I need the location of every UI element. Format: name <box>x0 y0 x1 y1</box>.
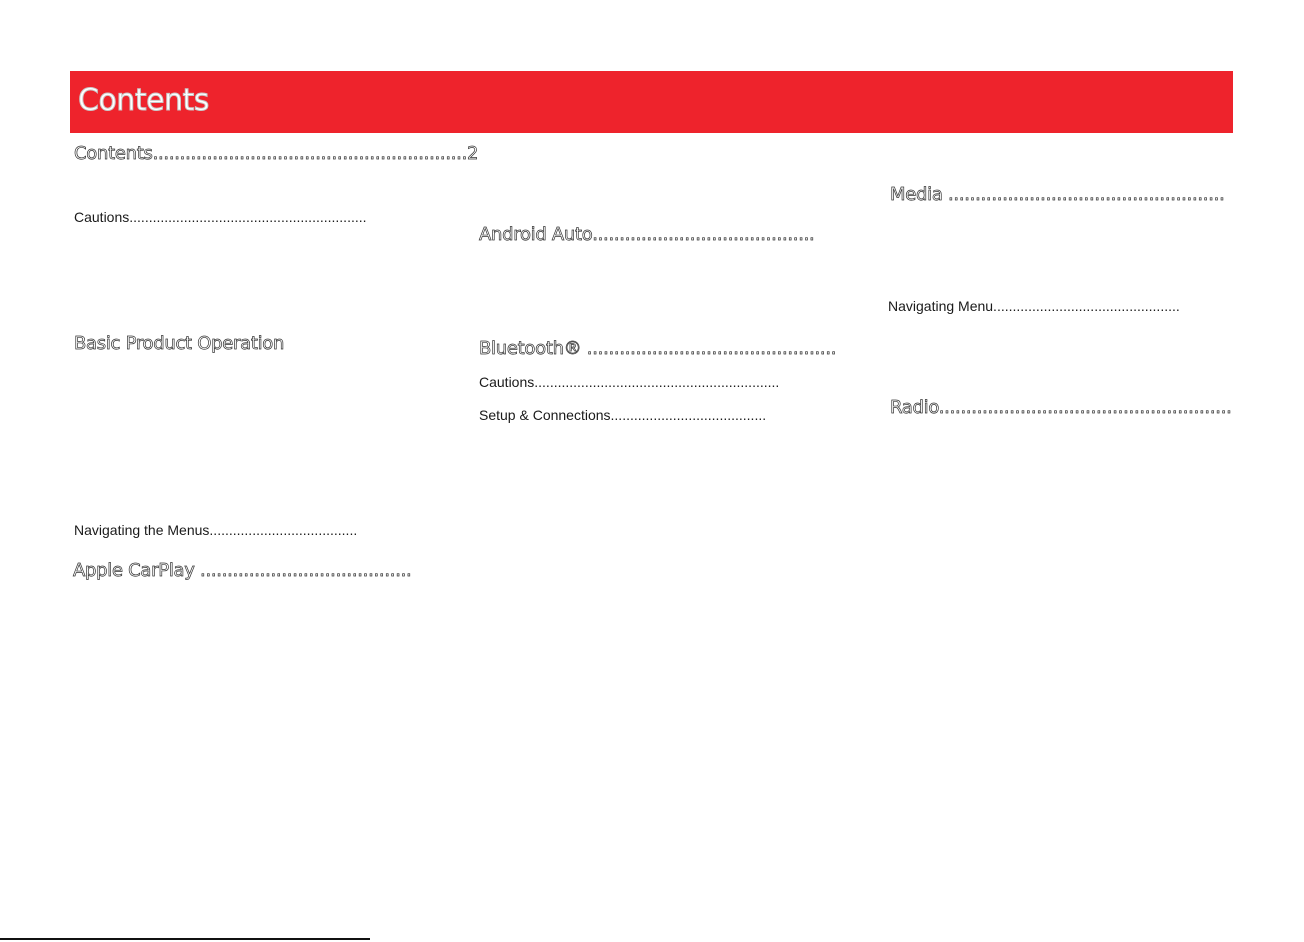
toc-entry-android-auto[interactable]: Android Auto......................................... <box>479 224 815 245</box>
toc-entry-media[interactable]: Media ................................................... <box>890 184 1225 205</box>
toc-entry-navigating-menu[interactable]: Navigating Menu................................................ <box>888 298 1180 314</box>
page-title: Contents <box>78 83 209 118</box>
bottom-rule <box>0 938 370 940</box>
toc-entry-navigating-the-menus[interactable]: Navigating the Menus...................................... <box>74 522 358 538</box>
toc-entry-contents[interactable]: Contents..........................................................2 <box>74 143 479 164</box>
toc-entry-basic-product-operation[interactable]: Basic Product Operation <box>74 333 285 354</box>
toc-entry-bluetooth[interactable]: Bluetooth® .............................................. <box>479 338 837 359</box>
toc-entry-cautions[interactable]: Cautions............................................................. <box>74 209 367 225</box>
contents-header-bar <box>70 71 1233 133</box>
toc-entry-apple-carplay[interactable]: Apple CarPlay ....................................... <box>73 560 412 581</box>
toc-entry-setup-connections[interactable]: Setup & Connections........................................ <box>479 407 767 423</box>
toc-entry-radio[interactable]: Radio...................................................... <box>890 397 1232 418</box>
toc-entry-bluetooth-cautions[interactable]: Cautions............................................................... <box>479 374 780 390</box>
